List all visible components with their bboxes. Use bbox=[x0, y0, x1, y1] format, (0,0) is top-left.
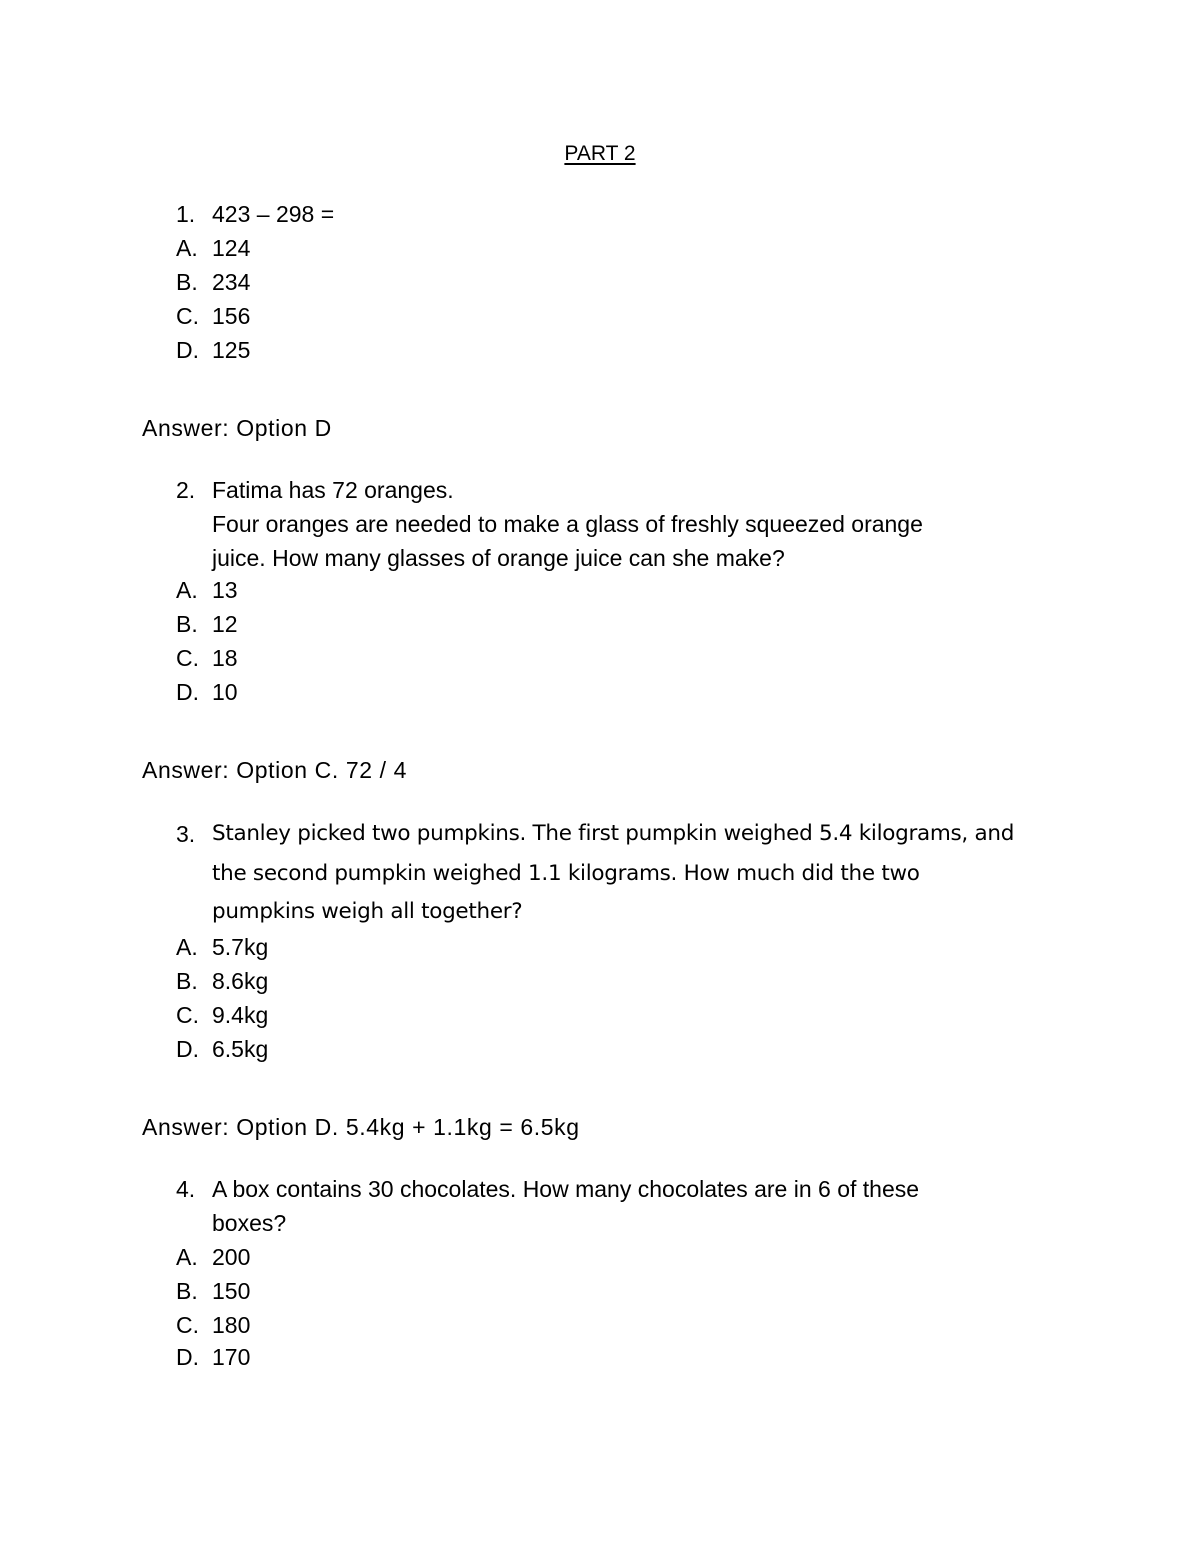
question-4-option-b-letter: B. bbox=[176, 1278, 198, 1304]
question-2-option-b: 12 bbox=[212, 611, 238, 637]
question-4-option-a: 200 bbox=[212, 1244, 251, 1270]
question-3-option-b-letter: B. bbox=[176, 968, 198, 994]
question-3-option-a: 5.7kg bbox=[212, 934, 269, 960]
question-4-option-d-letter: D. bbox=[176, 1344, 199, 1370]
question-3-answer: Answer: Option D. 5.4kg + 1.1kg = 6.5kg bbox=[142, 1114, 580, 1140]
question-3-option-d-letter: D. bbox=[176, 1036, 199, 1062]
question-2-option-a: 13 bbox=[212, 577, 238, 603]
question-1-option-d: 125 bbox=[212, 337, 251, 363]
question-3-text-line-1: Stanley picked two pumpkins. The first pumpkin weighed 5.4 kilograms, and bbox=[212, 821, 1015, 846]
question-2-text-line-3: juice. How many glasses of orange juice can she make? bbox=[212, 545, 785, 571]
question-4-number: 4. bbox=[176, 1176, 196, 1202]
question-2-option-d-letter: D. bbox=[176, 679, 199, 705]
question-4-text-line-1: A box contains 30 chocolates. How many chocolates are in 6 of these bbox=[212, 1176, 920, 1202]
question-4-option-b: 150 bbox=[212, 1278, 251, 1304]
question-1-number: 1. bbox=[176, 201, 196, 227]
question-1-text: 423 – 298 = bbox=[212, 201, 335, 227]
question-3-option-a-letter: A. bbox=[176, 934, 198, 960]
question-2-option-c: 18 bbox=[212, 645, 238, 671]
question-4-option-d: 170 bbox=[212, 1344, 251, 1370]
page-title: PART 2 bbox=[564, 142, 636, 165]
question-2-option-a-letter: A. bbox=[176, 577, 198, 603]
question-1-option-d-letter: D. bbox=[176, 337, 199, 363]
question-1-option-c-letter: C. bbox=[176, 303, 199, 329]
question-1-option-c: 156 bbox=[212, 303, 251, 329]
question-3-option-c-letter: C. bbox=[176, 1002, 199, 1028]
question-3-option-d: 6.5kg bbox=[212, 1036, 269, 1062]
question-3-text-line-2: the second pumpkin weighed 1.1 kilograms. How much did the two bbox=[212, 861, 920, 886]
question-1-option-b-letter: B. bbox=[176, 269, 198, 295]
question-4-option-c-letter: C. bbox=[176, 1312, 199, 1338]
question-1-option-a-letter: A. bbox=[176, 235, 198, 261]
question-3-option-b: 8.6kg bbox=[212, 968, 269, 994]
question-2-number: 2. bbox=[176, 477, 196, 503]
question-1-answer: Answer: Option D bbox=[142, 415, 332, 441]
question-2-text-line-2: Four oranges are needed to make a glass of freshly squeezed orange bbox=[212, 511, 923, 537]
question-2-answer: Answer: Option C. 72 / 4 bbox=[142, 757, 407, 783]
question-3-option-c: 9.4kg bbox=[212, 1002, 269, 1028]
question-3-text-line-3: pumpkins weigh all together? bbox=[212, 899, 523, 924]
question-3-number: 3. bbox=[176, 821, 196, 847]
question-1-option-b: 234 bbox=[212, 269, 251, 295]
question-1-option-a: 124 bbox=[212, 235, 251, 261]
question-2-text-line-1: Fatima has 72 oranges. bbox=[212, 477, 454, 503]
question-2-option-d: 10 bbox=[212, 679, 238, 705]
question-4-text-line-2: boxes? bbox=[212, 1210, 287, 1236]
question-4-option-a-letter: A. bbox=[176, 1244, 198, 1270]
question-2-option-c-letter: C. bbox=[176, 645, 199, 671]
question-4-option-c: 180 bbox=[212, 1312, 251, 1338]
question-2-option-b-letter: B. bbox=[176, 611, 198, 637]
